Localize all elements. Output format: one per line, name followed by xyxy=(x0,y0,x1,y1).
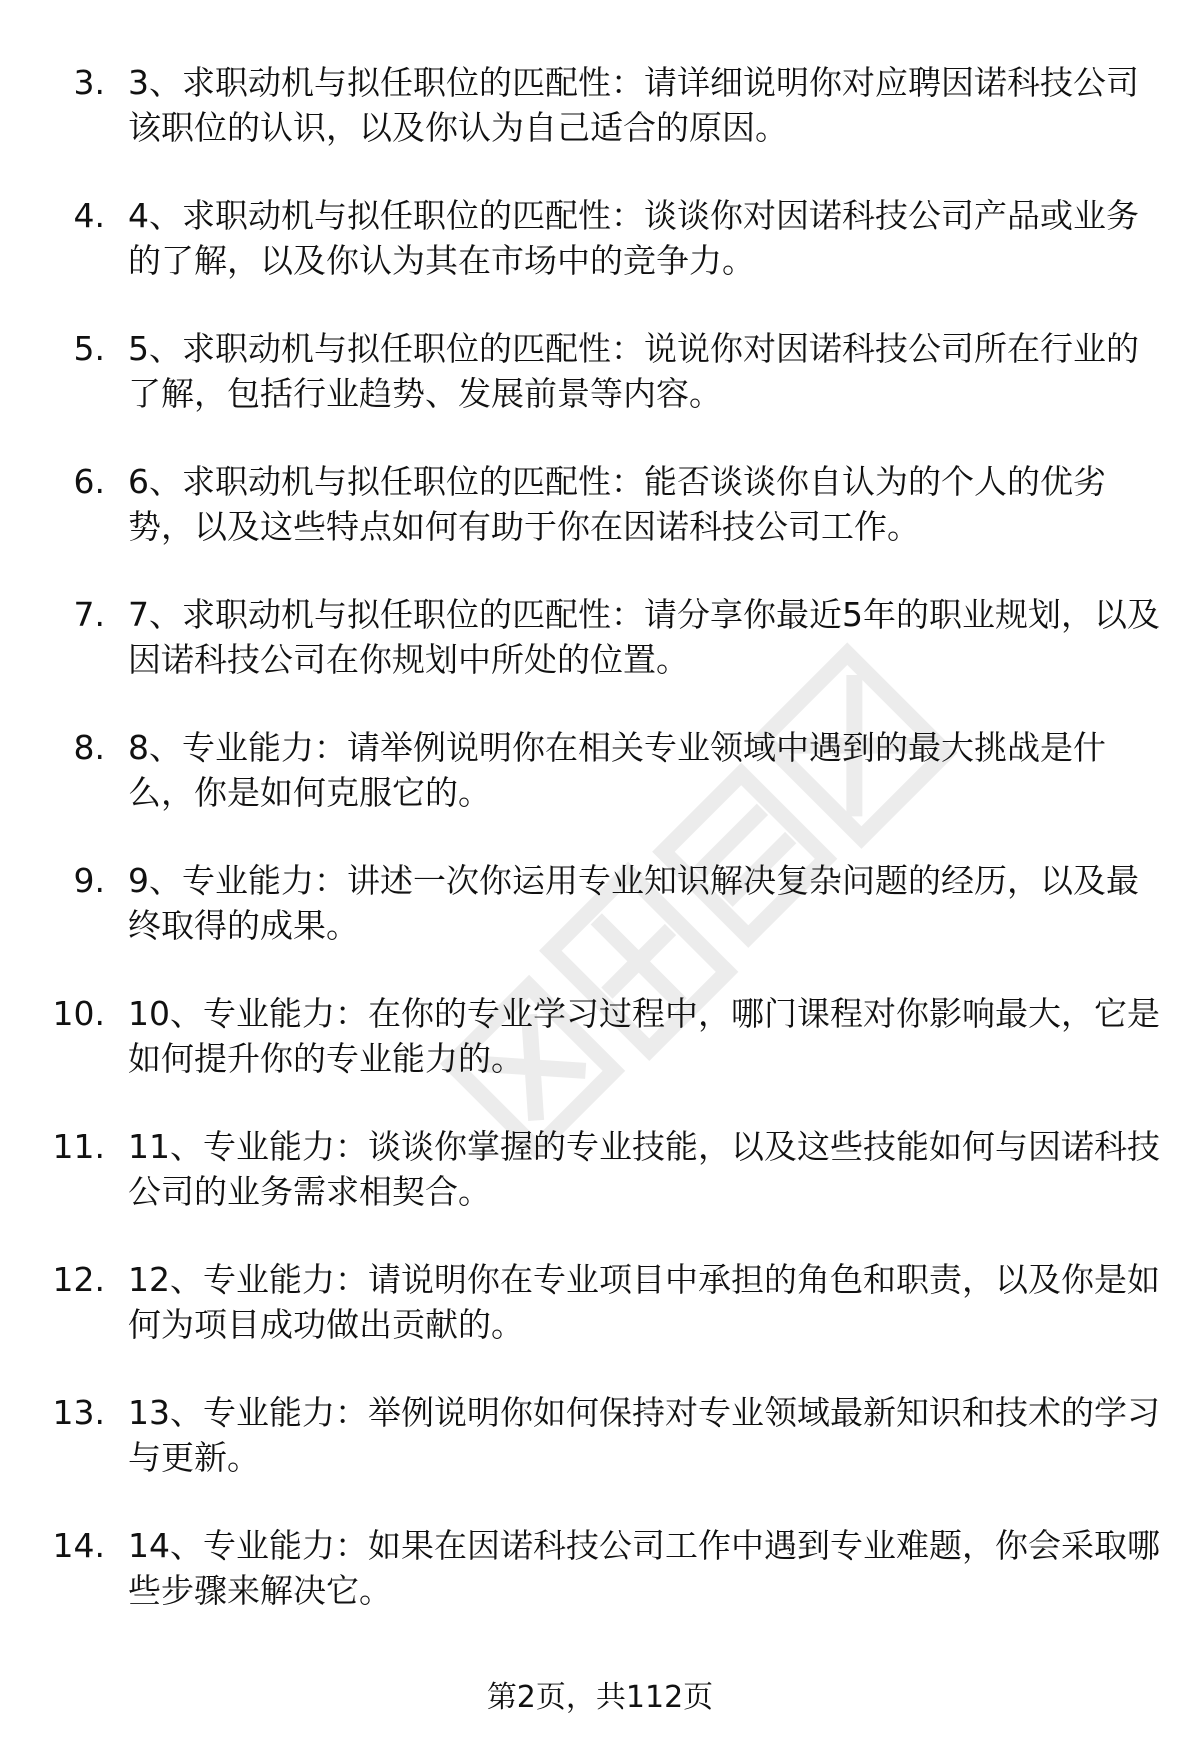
list-item xyxy=(0,991,1200,1124)
item-number: 14. xyxy=(52,1526,105,1565)
page-number-footer: 第2页，共112页 xyxy=(486,1680,714,1715)
item-number: 5. xyxy=(73,329,105,368)
item-text: 6、求职动机与拟任职位的匹配性：能否谈谈你自认为的个人的优劣势，以及这些特点如何有助于你在因诺科技公司工作。 xyxy=(128,462,1106,546)
item-text: 9、专业能力：讲述一次你运用专业知识解决复杂问题的经历，以及最终取得的成果。 xyxy=(128,861,1139,945)
list-item xyxy=(0,326,1200,459)
list-item xyxy=(0,858,1200,991)
list-item xyxy=(0,459,1200,592)
item-text: 11、专业能力：谈谈你掌握的专业技能，以及这些技能如何与因诺科技公司的业务需求相契合。 xyxy=(128,1127,1160,1211)
item-text: 10、专业能力：在你的专业学习过程中，哪门课程对你影响最大，它是如何提升你的专业能力的。 xyxy=(128,994,1160,1078)
list-item xyxy=(0,725,1200,858)
item-number: 12. xyxy=(52,1260,105,1299)
item-number: 7. xyxy=(73,595,105,634)
item-number: 13. xyxy=(52,1393,105,1432)
item-number: 4. xyxy=(73,196,105,235)
item-text: 13、专业能力：举例说明你如何保持对专业领域最新知识和技术的学习与更新。 xyxy=(128,1393,1160,1477)
item-text: 5、求职动机与拟任职位的匹配性：说说你对因诺科技公司所在行业的了解，包括行业趋势、发展前景等内容。 xyxy=(128,329,1139,413)
item-number: 11. xyxy=(52,1127,105,1166)
item-text: 12、专业能力：请说明你在专业项目中承担的角色和职责，以及你是如何为项目成功做出贡献的。 xyxy=(128,1260,1160,1344)
item-text: 14、专业能力：如果在因诺科技公司工作中遇到专业难题，你会采取哪些步骤来解决它。 xyxy=(128,1526,1160,1610)
item-number: 3. xyxy=(73,63,105,102)
list-item xyxy=(0,592,1200,725)
item-text: 3、求职动机与拟任职位的匹配性：请详细说明你对应聘因诺科技公司该职位的认识，以及你认为自己适合的原因。 xyxy=(128,63,1139,147)
item-text: 4、求职动机与拟任职位的匹配性：谈谈你对因诺科技公司产品或业务的了解，以及你认为其在市场中的竞争力。 xyxy=(128,196,1139,280)
question-list xyxy=(0,60,1200,1656)
list-item xyxy=(0,60,1200,193)
item-text: 7、求职动机与拟任职位的匹配性：请分享你最近5年的职业规划，以及因诺科技公司在你规划中所处的位置。 xyxy=(128,595,1160,679)
list-item xyxy=(0,193,1200,326)
item-number: 10. xyxy=(52,994,105,1033)
list-item xyxy=(0,1257,1200,1390)
list-item xyxy=(0,1124,1200,1257)
list-item xyxy=(0,1523,1200,1656)
item-number: 9. xyxy=(73,861,105,900)
list-item xyxy=(0,1390,1200,1523)
item-number: 6. xyxy=(73,462,105,501)
item-text: 8、专业能力：请举例说明你在相关专业领域中遇到的最大挑战是什么，你是如何克服它的。 xyxy=(128,728,1106,812)
item-number: 8. xyxy=(73,728,105,767)
